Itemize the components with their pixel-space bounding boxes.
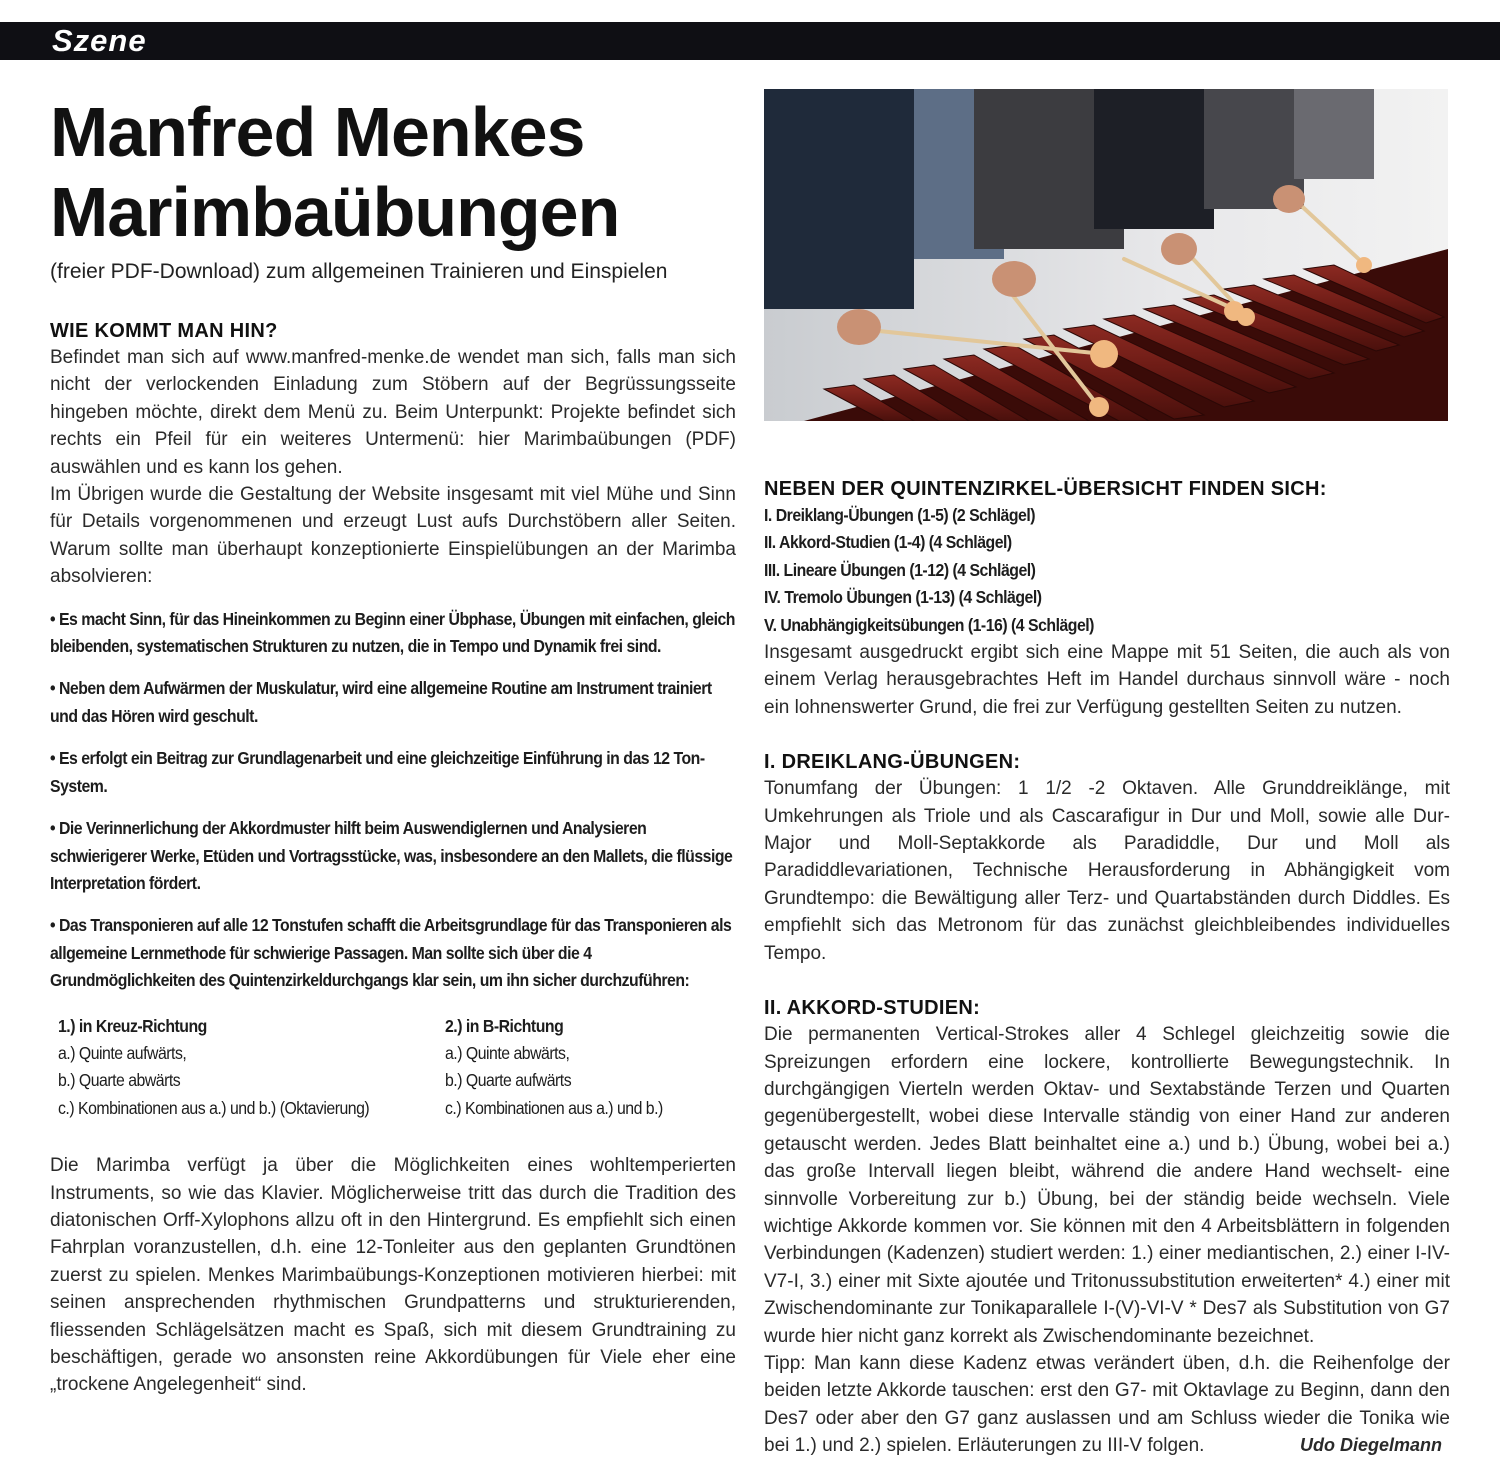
circle-of-fifths-directions	[58, 1013, 736, 1123]
right-paragraph-3: Die permanenten Vertical-Strokes aller 4 Schlegel gleichzeitig sowie die Spreizungen erfordern eine lockere, kontrollierte Bewegungstechnik. In durchgängigen Vierteln werden Oktav- und Sextabstände Terzen und Quarten gegenübergestellt, wobei diese Intervalle ständig von einer Hand zur anderen getauscht werden. Jedes Blatt beinhaltet eine a.) und b.) Übung, wobei bei a.) das große Intervall liegen bleibt, während die andere Hand wechselt- eine sinnvolle Vorbereitung zur b.) Übung, bei der ständig beide wechseln. Viele wichtige Akkorde kommen vor. Sie können mit den 4 Arbeitsblättern in folgenden Verbindungen (Kadenzen) studiert werden: 1.) einer mediantischen, 2.) einer I-IV-V7-I, 3.) einer mit Sixte ajoutée und Tritonussubstitution erweiterten* 4.) einer mit Zwischendominante zur Tonikaparallele I-(V)-VI-V * Des7 als Substitution von G7 wurde hier nicht ganz korrekt als Zwischendominante bezeichnet.	[764, 1024, 1450, 1347]
marimba-photo-illustration	[764, 89, 1448, 421]
exercise-list-item-2: II. Akkord-Studien (1-4) (4 Schlägel)	[764, 532, 1012, 553]
section-header-bar	[0, 22, 1500, 60]
exercise-list-item-5: V. Unabhängigkeitsübungen (1-16) (4 Schlägel)	[764, 614, 1094, 635]
flat-direction-title: 2.) in B-Richtung	[444, 1015, 563, 1036]
bullet-3: • Es erfolgt ein Beitrag zur Grundlagenarbeit und eine gleichzeitige Einführung in das 12 Ton- System.	[50, 748, 705, 796]
author-name: Udo Diegelmann	[1299, 1435, 1442, 1456]
bullet-1: • Es macht Sinn, für das Hineinkommen zu Beginn einer Übphase, Übungen mit einfachen, gleich bleibenden, systematischen Strukturen zu nutzen, die in Tempo und Dynamik frei sind.	[50, 608, 735, 657]
bullet-5: • Das Transponieren auf alle 12 Tonstufen schafft die Arbeitsgrundlage für das Transponieren als allgemeine Lernmethode für schwierige Passagen. Man sollte sich über die 4 Grundmöglichkeiten des Quintenzirkeldurchgangs klar sein, um ihn sicher durchzuführen:	[50, 915, 732, 991]
exercise-list-item-4: IV. Tremolo Übungen (1-13) (4 Schlägel)	[764, 587, 1042, 608]
heading-chord-studies: II. AKKORD-STUDIEN:	[764, 997, 981, 1020]
sharp-direction-b: b.) Quarte abwärts	[58, 1070, 181, 1091]
article-subtitle: (freier PDF-Download) zum allgemeinen Trainieren und Einspielen	[50, 260, 668, 283]
sharp-direction-title: 1.) in Kreuz-Richtung	[58, 1015, 207, 1036]
left-paragraph-2: Im Übrigen wurde die Gestaltung der Website insgesamt mit viel Mühe und Sinn für Details vorgenommenen und erzeugt Lust aufs Durchstöbern aller Seiten. Warum sollte man überhaupt konzeptionierte Einspielübungen an der Marimba absolvieren:	[50, 484, 736, 588]
exercise-list-item-1: I. Dreiklang-Übungen (1-5) (2 Schlägel)	[764, 505, 1036, 525]
tip-text: Tipp: Man kann diese Kadenz etwas verändert üben, d.h. die Reihenfolge der beiden letzte Akkorde tauschen: erst den G7- mit Oktavlage zu Beginn, dann den Des7 oder aber den G7 ganz auslassen und am Schluss wieder die Tonika wie bei 1.) und 2.) spielen. Erläuterungen zu III-V folgen.	[764, 1352, 1450, 1457]
bullet-4: • Die Verinnerlichung der Akkordmuster hilft beim Auswendiglernen und Analysieren schwierigerer Werke, Etüden und Vortragsstücke, was, insbesondere an den Mallets, die flüssige Interpretation fördert.	[50, 818, 733, 893]
bullet-2: • Neben dem Aufwärmen der Muskulatur, wird eine allgemeine Routine am Instrument trainiert und das Hören wird geschult.	[50, 678, 712, 726]
flat-direction-b: b.) Quarte aufwärts	[444, 1070, 571, 1091]
sharp-direction-c: c.) Kombinationen aus a.) und b.) (Oktavierung)	[58, 1097, 370, 1118]
right-paragraph-4	[764, 1350, 1450, 1460]
heading-how-to-get-there: WIE KOMMT MAN HIN?	[50, 320, 278, 342]
marimba-players-photo	[764, 89, 1448, 421]
article-title	[50, 92, 750, 252]
right-paragraph-1: Insgesamt ausgedruckt ergibt sich eine Mappe mit 51 Seiten, die auch als von einem Verlag herausgebrachtes Heft im Handel durchaus sinnvoll wäre - noch ein lohnenswerter Grund, die frei zur Verfügung gestellten Seiten zu nutzen.	[764, 642, 1450, 718]
flat-direction-list	[445, 1013, 736, 1123]
left-paragraph-3: Die Marimba verfügt ja über die Möglichkeiten eines wohltemperierten Instruments, so wie das Klavier. Möglicherweise tritt das durch die Tradition des diatonischen Orff-Xylophons allzu oft in den Hintergrund. Es empfiehlt sich einen Fahrplan voranzustellen, d.h. eine 12-Tonleiter aus den geplanten Grundtönen zuerst zu spielen. Menkes Marimbaübungs-Konzeptionen motivieren hierbei: mit seinen ansprechenden rhythmischen Grundpatterns und strukturierenden, fliessenden Schlägelsätzen macht es Spaß, sich mit diesem Grundtraining zu beschäftigen, gerade wo ansonsten reine Akkordübungen für Viele eher eine „trockene Angelegenheit“ sind.	[50, 1155, 736, 1396]
left-column	[50, 318, 736, 1399]
exercise-list-item-3: III. Lineare Übungen (1-12) (4 Schlägel)	[764, 559, 1036, 580]
title-line-2: Marimbaübungen	[50, 173, 620, 251]
right-paragraph-2: Tonumfang der Übungen: 1 1/2 -2 Oktaven. Alle Grunddreiklänge, mit Umkehrungen als Triole und als Cascarafigur in Dur und Moll, sowie alle Dur-Major und Moll-Septakkorde als Paradiddle, Dur und Moll als Paradiddlevariationen, Technische Herausforderung in Abhängigkeit vom Grundtempo: die Bewältigung aller Terz- und Quartabständen durch Diddles. Es empfiehlt sich das Metronom für das zunächst gleichbleibendes individuelles Tempo.	[764, 778, 1450, 964]
sharp-direction-a: a.) Quinte aufwärts,	[58, 1042, 187, 1063]
heading-triad-exercises: I. DREIKLANG-ÜBUNGEN:	[764, 751, 1021, 774]
right-column	[764, 476, 1450, 1460]
title-line-1: Manfred Menkes	[50, 93, 585, 171]
flat-direction-c: c.) Kombinationen aus a.) und b.)	[444, 1097, 663, 1118]
heading-overview: NEBEN DER QUINTENZIRKEL-ÜBERSICHT FINDEN SICH:	[764, 478, 1327, 500]
flat-direction-a: a.) Quinte abwärts,	[444, 1042, 569, 1063]
left-paragraph-1: Befindet man sich auf www.manfred-menke.de wendet man sich, falls man sich nicht der verlockenden Einladung zum Stöbern auf der Begrüssungsseite hingeben möchte, direkt dem Menü zu. Beim Unterpunkt: Projekte befindet sich rechts ein Pfeil für ein weiteres Untermenü: hier Marimbaübungen (PDF) auswählen und es kann los gehen.	[50, 347, 736, 478]
sharp-direction-list	[58, 1013, 445, 1123]
section-label: Szene	[52, 23, 147, 58]
